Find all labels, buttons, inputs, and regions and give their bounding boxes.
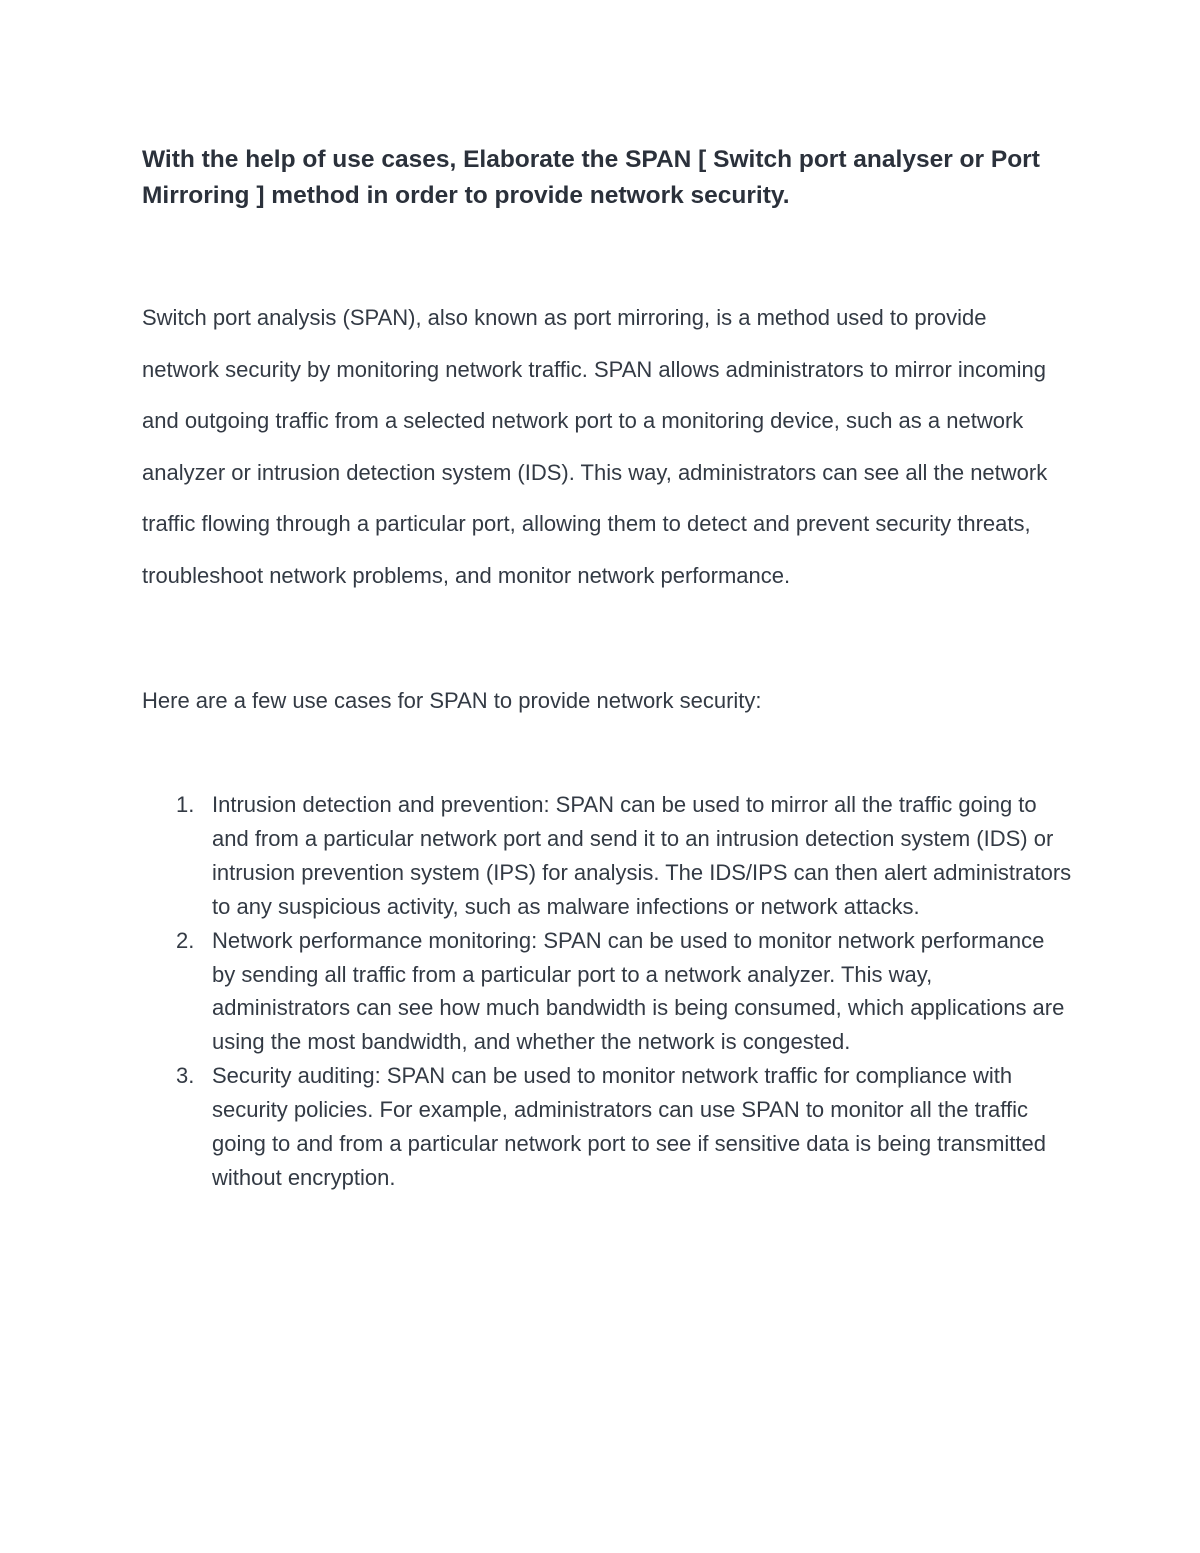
- document-title: With the help of use cases, Elaborate the SPAN [ Switch port analyser or Port Mirroring ] method in order to provide network security.: [142, 146, 1040, 209]
- use-case-text: Intrusion detection and prevention: SPAN can be used to mirror all the traffic going to and from a particular network port and send it to an intrusion detection system (IDS) or intrusion prevention system (IPS) for analysis. The IDS/IPS can then alert administrators to any suspicious activity, such as malware infections or network attacks.: [212, 792, 1072, 919]
- intro-paragraph: Switch port analysis (SPAN), also known as port mirroring, is a method used to provide network security by monitoring network traffic. SPAN allows administrators to mirror incoming and outgoing traffic from a selected network port to a monitoring device, such as a network analyzer or intrusion detection system (IDS). This way, administrators can see all the network traffic flowing through a particular port, allowing them to detect and prevent security threats, troubleshoot network problems, and monitor network performance.: [142, 305, 1048, 588]
- use-case-item: [142, 788, 1072, 924]
- list-number: 3.: [176, 1063, 195, 1089]
- use-case-item: [142, 924, 1072, 1060]
- use-case-item: [142, 1059, 1072, 1195]
- use-case-text: Security auditing: SPAN can be used to monitor network traffic for compliance with security policies. For example, administrators can use SPAN to monitor all the traffic going to and from a particular network port to see if sensitive data is being transmitted without encryption.: [212, 1063, 1046, 1190]
- use-cases-lead: Here are a few use cases for SPAN to provide network security:: [142, 688, 762, 713]
- use-case-text: Network performance monitoring: SPAN can be used to monitor network performance by sending all traffic from a particular port to a network analyzer. This way, administrators can see how much bandwidth is being consumed, which applications are using the most bandwidth, and whether the network is congested.: [212, 927, 1065, 1055]
- list-number: 2.: [176, 927, 195, 953]
- use-case-list: [142, 788, 1072, 1195]
- list-number: 1.: [176, 792, 195, 817]
